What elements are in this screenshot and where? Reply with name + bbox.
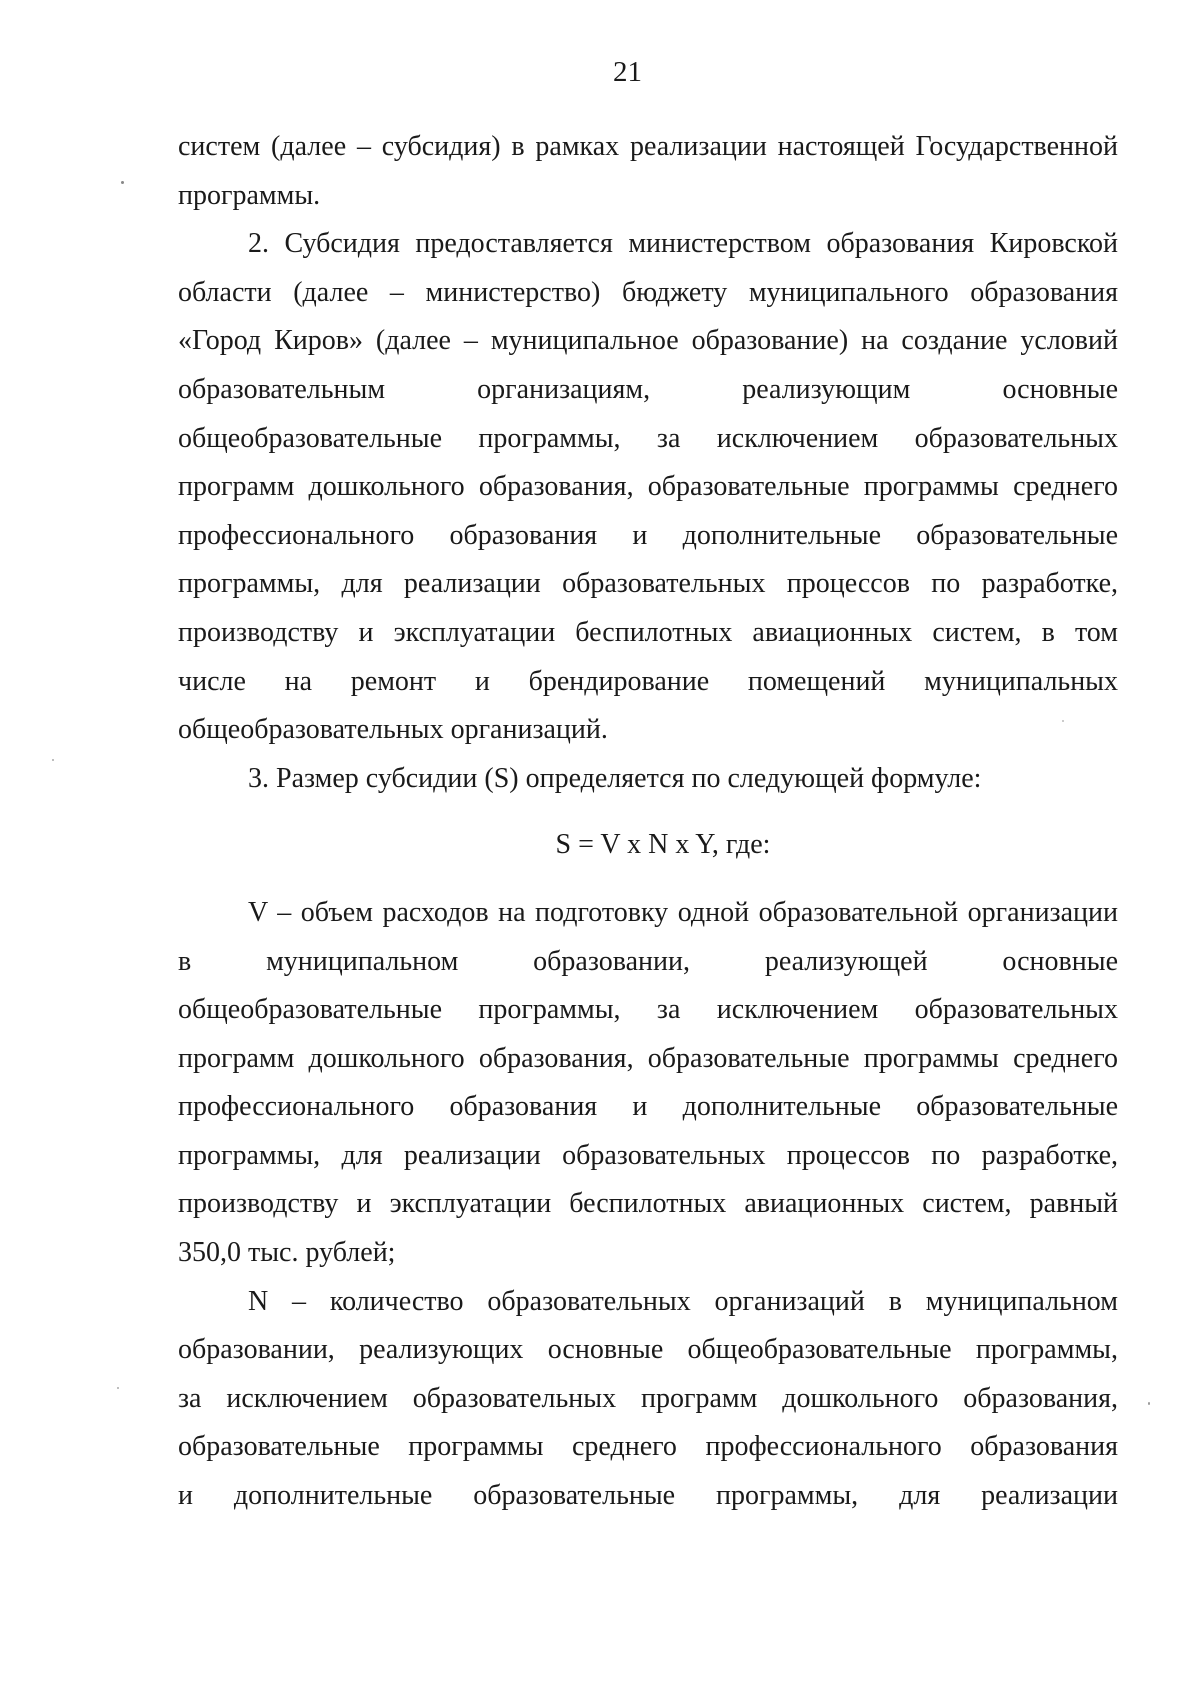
- text-line: V – объем расходов на подготовку одной образовательной организации: [248, 896, 1118, 928]
- paragraph-continuation: [178, 123, 1118, 220]
- scan-speck: [1148, 1402, 1150, 1405]
- text-line: числе на ремонт и брендирование помещений муниципальных: [178, 665, 1118, 697]
- text-line: образовании, реализующих основные общеобразовательные программы,: [178, 1334, 1118, 1366]
- text-line: «Город Киров» (далее – муниципальное образование) на создание условий: [178, 325, 1118, 357]
- text-line: профессионального образования и дополнительные образовательные: [178, 1091, 1118, 1123]
- scan-speck: [121, 181, 124, 184]
- text-line: программ дошкольного образования, образовательные программы среднего: [178, 1042, 1118, 1074]
- document-body: [178, 123, 1118, 1521]
- scan-speck: [52, 759, 54, 761]
- paragraph-2: [178, 220, 1118, 755]
- text-line: образовательные программы среднего профессионального образования: [178, 1431, 1118, 1463]
- text-line: программы.: [178, 179, 321, 211]
- text-line: области (далее – министерство) бюджету муниципального образования: [178, 276, 1118, 308]
- text-line: и дополнительные образовательные программы, для реализации: [178, 1480, 1118, 1512]
- scan-speck: [1062, 720, 1064, 722]
- text-line: 2. Субсидия предоставляется министерством образования Кировской: [248, 228, 1118, 260]
- text-line: общеобразовательные программы, за исключением образовательных: [178, 422, 1118, 454]
- text-line: общеобразовательных организаций.: [178, 714, 608, 746]
- text-line: программы, для реализации образовательных процессов по разработке,: [178, 1139, 1118, 1171]
- text-line: систем (далее – субсидия) в рамках реализации настоящей Государственной: [178, 131, 1118, 162]
- text-line: 3. Размер субсидии (S) определяется по следующей формуле:: [248, 762, 982, 794]
- text-line: N – количество образовательных организаций в муниципальном: [248, 1285, 1118, 1317]
- text-line: программ дошкольного образования, образовательные программы среднего: [178, 471, 1118, 503]
- text-line: в муниципальном образовании, реализующей основные: [178, 945, 1118, 977]
- scan-speck: [117, 1387, 119, 1389]
- text-line: за исключением образовательных программ дошкольного образования,: [178, 1382, 1118, 1414]
- text-line: профессионального образования и дополнительные образовательные: [178, 519, 1118, 551]
- text-line: 350,0 тыс. рублей;: [178, 1237, 396, 1269]
- paragraph-v-definition: [178, 889, 1118, 1278]
- page-number: 21: [613, 56, 642, 88]
- paragraph-n-definition: [178, 1278, 1118, 1521]
- text-line: образовательным организациям, реализующим основные: [178, 373, 1118, 405]
- text-line: производству и эксплуатации беспилотных авиационных систем, равный: [178, 1188, 1118, 1220]
- text-line: производству и эксплуатации беспилотных авиационных систем, в том: [178, 616, 1118, 648]
- text-line: программы, для реализации образовательных процессов по разработке,: [178, 568, 1118, 600]
- text-line: общеобразовательные программы, за исключением образовательных: [178, 994, 1118, 1026]
- paragraph-3: [178, 755, 1118, 804]
- formula: S = V x N x Y, где:: [555, 829, 771, 861]
